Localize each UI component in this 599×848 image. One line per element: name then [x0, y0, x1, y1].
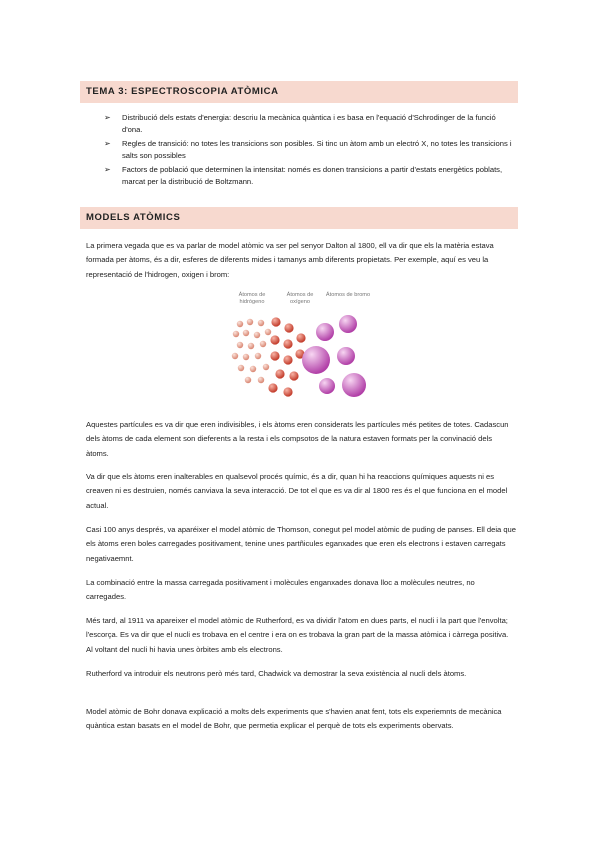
bullet-text: Factors de població que determinen la intensitat: només es donen transicions a partir d'estats energètics poblats, marcat per la distribució de Boltzmann. — [122, 164, 503, 187]
arrow-bullet-icon: ➢ — [104, 164, 111, 174]
oxygen-atoms — [268, 317, 305, 396]
arrow-bullet-icon: ➢ — [104, 113, 111, 122]
paragraph-indivisibles: Aquestes partícules es va dir que eren indivisibles, i els àtoms eren considerats les partícules més petites de totes. Cadascun dels àtoms de cada element son dieferents a la resta i els compsotos de la natura estaven formats per la convinació dels àtoms. — [86, 420, 509, 458]
paragraph-chadwick: Rutherford va introduir els neutrons però més tard, Chadwick va demostrar la seva existència al nucli dels àtoms. — [86, 669, 467, 678]
atoms-illustration — [228, 292, 371, 404]
section-heading-models — [80, 207, 518, 229]
section-title: TEMA 3: ESPECTROSCOPIA ATÒMICA — [86, 86, 279, 97]
caption-oxygen: Átomos de oxígeno — [286, 292, 314, 305]
bullet-list — [104, 112, 514, 190]
bullet-item — [104, 138, 514, 162]
intro-paragraph: La primera vegada que es va parlar de model atòmic va ser pel senyor Dalton al 1800, ell va dir que els la matèria estava formada per àtoms, és a dir, esferes de diferents mides i tamanys amb diferents propietats. Per exemple, aquí es veu la representació de l'hidrogen, oxigen i brom: — [86, 241, 494, 279]
bromine-atoms — [302, 315, 366, 397]
dalton-atoms-figure — [228, 292, 371, 404]
arrow-bullet-icon: ➢ — [104, 138, 111, 148]
hydrogen-atoms — [232, 319, 271, 383]
caption-hydrogen: Átomos de hidrógeno — [238, 292, 266, 305]
paragraph-combinacio: La combinació entre la massa carregada positivament i molècules enganxades donava lloc a molècules neutres, no carregades. — [86, 578, 475, 602]
bullet-text: Regles de transició: no totes les transicions son posibles. Si tinc un àtom amb un electró X, no totes les transicions i salts son possibles — [122, 138, 512, 161]
bullet-item — [104, 164, 514, 188]
paragraph-bohr: Model atòmic de Bohr donava explicació a molts dels experiments que s'havien anat fent, tots els experiemnts de mecànica quàntica estan basats en el model de Bohr, que permetia explicar el perquè de tots els experiments obervats. — [86, 707, 502, 731]
section-title: MODELS ATÒMICS — [86, 212, 181, 223]
caption-bromine: Átomos de bromo — [325, 292, 371, 298]
section-heading-tema3 — [80, 81, 518, 103]
paragraph-inalterables: Va dir que els àtoms eren inalterables en qualsevol procés químic, és a dir, quan hi ha reaccions químiques aquests ni es creaven ni es destruien, només canviava la seva interacció. De tot el que es va dir al 1800 res és el que funciona en el model actual. — [86, 472, 508, 510]
paragraph-thomson: Casi 100 anys després, va aparéixer el model atòmic de Thomson, conegut pel model atòmic de puding de panses. Ell deia que els àtoms eren boles carregades positivament, tenine unes partñicules eganxades que eren els electrons i estaven carregats negativaemnt. — [86, 525, 517, 563]
paragraph-rutherford: Més tard, al 1911 va apareixer el model atòmic de Rutherford, es va dividir l'atom en dues parts, el nucli i la part que l'envolta; l'escorça. Es va dir que el nucli es trobava en el centre i era on es trobava la gran part de la massa atòmica i càrrega positiva. Al voltant del nucli hi havia unes òrbites amb els electrons. — [86, 616, 509, 654]
bullet-item — [104, 112, 514, 136]
bullet-text: Distribució dels estats d'energia: descriu la mecànica quàntica i es basa en l'equació d'Schrodinger de la funció d'ona. — [122, 113, 496, 135]
